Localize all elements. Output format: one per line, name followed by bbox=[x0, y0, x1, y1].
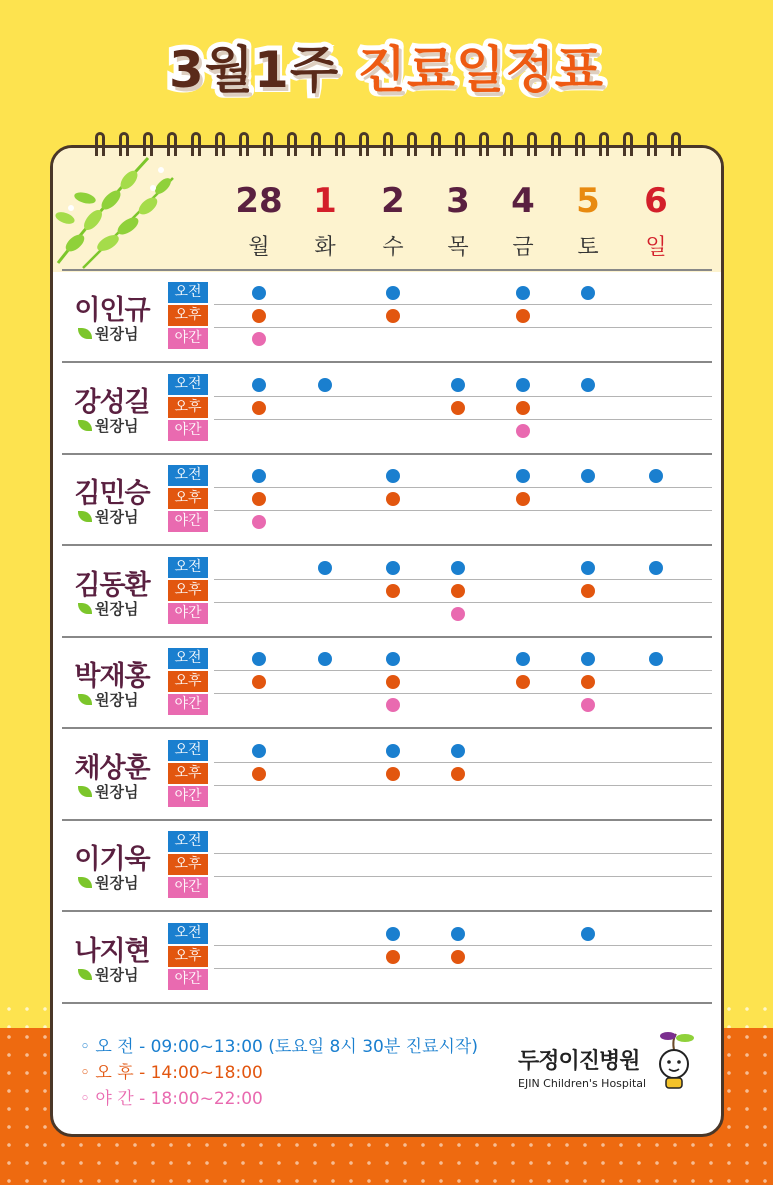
schedule-dot-am bbox=[581, 378, 595, 392]
binder-ring bbox=[119, 132, 129, 156]
slot-tag-am: 오전 bbox=[168, 465, 208, 486]
binder-ring bbox=[431, 132, 441, 156]
legend-pm bbox=[80, 1058, 263, 1083]
doctor-title bbox=[78, 781, 138, 802]
doctor-title-text: 원장님 bbox=[95, 691, 139, 709]
binder-ring bbox=[383, 132, 393, 156]
doctor-title-text: 원장님 bbox=[95, 782, 139, 801]
doctor-divider bbox=[62, 361, 712, 363]
schedule-dot-pm bbox=[451, 584, 465, 598]
slot-tag-am: 오전 bbox=[168, 557, 208, 578]
slot-line bbox=[214, 602, 712, 603]
binder-ring bbox=[335, 132, 345, 156]
binder-rings bbox=[95, 132, 685, 164]
slot-line bbox=[214, 968, 712, 969]
leaf-icon bbox=[78, 969, 92, 980]
schedule-dot-am bbox=[451, 378, 465, 392]
schedule-dot-pm bbox=[386, 309, 400, 323]
schedule-dot-pm bbox=[451, 401, 465, 415]
schedule-dot-night bbox=[451, 607, 465, 621]
doctor-name: 이기욱 bbox=[74, 844, 150, 875]
schedule-dot-am bbox=[581, 469, 595, 483]
hospital-english-name: EJIN Children's Hospital bbox=[518, 1077, 647, 1090]
binder-ring bbox=[167, 132, 177, 156]
slot-tag-night: 야간 bbox=[168, 420, 208, 441]
schedule-dot-night bbox=[252, 332, 266, 346]
schedule-dot-am bbox=[451, 561, 465, 575]
slot-tag-am: 오전 bbox=[168, 282, 208, 303]
doctor-name: 나지현 bbox=[74, 935, 150, 967]
slot-tag-night: 야간 bbox=[168, 694, 208, 715]
slot-tag-pm: 오후 bbox=[168, 488, 208, 509]
slot-tag-am: 오전 bbox=[168, 374, 208, 395]
schedule-dot-am bbox=[581, 286, 595, 300]
slot-line bbox=[214, 327, 712, 328]
doctor-name: 채상훈 bbox=[74, 752, 150, 784]
day-name: 화 bbox=[314, 235, 336, 260]
legend-am-text: ◦ 오 전 - 09:00~13:00 (토요일 8시 30분 진료시작) bbox=[80, 1037, 478, 1057]
day-number: 6 bbox=[644, 181, 668, 221]
day-name: 수 bbox=[382, 235, 404, 260]
binder-ring bbox=[647, 132, 657, 156]
schedule-dot-pm bbox=[252, 492, 266, 506]
slot-tag-night: 야간 bbox=[168, 603, 208, 624]
schedule-dot-pm bbox=[386, 492, 400, 506]
day-name: 일 bbox=[645, 235, 667, 260]
schedule-dot-night bbox=[516, 424, 530, 438]
slot-line bbox=[214, 693, 712, 694]
schedule-dot-am bbox=[252, 378, 266, 392]
slot-tag-night: 야간 bbox=[168, 786, 208, 807]
slot-line bbox=[214, 304, 712, 305]
slot-line bbox=[214, 876, 712, 877]
doctor-title-text: 원장님 bbox=[95, 599, 139, 618]
binder-ring bbox=[575, 132, 585, 156]
schedule-dot-am bbox=[386, 744, 400, 758]
slot-tag-night: 야간 bbox=[168, 328, 208, 349]
binder-ring bbox=[671, 132, 681, 156]
schedule-dot-am bbox=[516, 378, 530, 392]
schedule-dot-pm bbox=[516, 309, 530, 323]
doctor-name: 강성길 bbox=[74, 386, 150, 418]
slot-line bbox=[214, 419, 712, 420]
schedule-dot-am bbox=[581, 652, 595, 666]
schedule-dot-am bbox=[581, 927, 595, 941]
slot-line bbox=[214, 487, 712, 488]
schedule-dot-am bbox=[516, 469, 530, 483]
schedule-dot-pm bbox=[516, 675, 530, 689]
legend-pm-text: ◦ 오 후 - 14:00~18:00 bbox=[80, 1063, 263, 1083]
doctor-title bbox=[78, 689, 138, 710]
leaf-icon bbox=[78, 786, 92, 797]
day-name: 금 bbox=[512, 235, 534, 260]
slot-tag-pm: 오후 bbox=[168, 854, 208, 875]
day-number: 5 bbox=[576, 181, 600, 221]
hospital-name: 두정이진병원 bbox=[518, 1049, 640, 1074]
schedule-dot-am bbox=[252, 286, 266, 300]
slot-tag-night: 야간 bbox=[168, 511, 208, 532]
schedule-dot-pm bbox=[252, 309, 266, 323]
binder-ring bbox=[143, 132, 153, 156]
slot-tag-am: 오전 bbox=[168, 831, 208, 852]
binder-ring bbox=[623, 132, 633, 156]
day-number: 28 bbox=[235, 181, 283, 221]
schedule-dot-am bbox=[386, 286, 400, 300]
binder-ring bbox=[287, 132, 297, 156]
title-schedule: 진료일정표 bbox=[357, 41, 605, 99]
leaf-icon bbox=[78, 877, 92, 888]
binder-ring bbox=[311, 132, 321, 156]
doctor-divider bbox=[62, 819, 712, 821]
binder-ring bbox=[239, 132, 249, 156]
schedule-dot-pm bbox=[252, 767, 266, 781]
hospital-mascot-icon bbox=[652, 1030, 698, 1090]
schedule-dot-pm bbox=[581, 675, 595, 689]
slot-line bbox=[214, 945, 712, 946]
doctor-title bbox=[78, 506, 138, 527]
slot-tag-pm: 오후 bbox=[168, 580, 208, 601]
slot-tag-am: 오전 bbox=[168, 648, 208, 669]
day-number: 1 bbox=[313, 181, 337, 221]
schedule-dot-night bbox=[386, 698, 400, 712]
slot-line bbox=[214, 510, 712, 511]
schedule-dot-am bbox=[649, 652, 663, 666]
schedule-dot-am bbox=[318, 652, 332, 666]
slot-tag-am: 오전 bbox=[168, 740, 208, 761]
doctor-title bbox=[78, 598, 138, 619]
leaf-decoration-icon bbox=[53, 148, 183, 273]
leaf-icon bbox=[78, 328, 92, 339]
legend-night-text: ◦ 야 간 - 18:00~22:00 bbox=[80, 1089, 263, 1109]
doctor-divider bbox=[62, 544, 712, 546]
doctor-name: 김동환 bbox=[74, 569, 150, 601]
doctor-divider bbox=[62, 910, 712, 912]
page-title bbox=[0, 30, 773, 102]
schedule-dot-pm bbox=[386, 675, 400, 689]
slot-tag-night: 야간 bbox=[168, 969, 208, 990]
schedule-dot-am bbox=[649, 469, 663, 483]
day-name: 토 bbox=[577, 235, 599, 260]
slot-line bbox=[214, 396, 712, 397]
binder-ring bbox=[599, 132, 609, 156]
slot-tag-pm: 오후 bbox=[168, 671, 208, 692]
binder-ring bbox=[551, 132, 561, 156]
schedule-dot-pm bbox=[451, 767, 465, 781]
legend-am bbox=[80, 1032, 478, 1057]
doctor-title-text: 원장님 bbox=[95, 508, 139, 526]
schedule-dot-am bbox=[252, 744, 266, 758]
binder-ring bbox=[407, 132, 417, 156]
schedule-dot-am bbox=[386, 652, 400, 666]
schedule-dot-pm bbox=[252, 675, 266, 689]
schedule-dot-pm bbox=[386, 584, 400, 598]
doctor-title bbox=[78, 415, 138, 436]
schedule-dot-night bbox=[252, 515, 266, 529]
day-number: 2 bbox=[381, 181, 405, 221]
schedule-dot-am bbox=[318, 378, 332, 392]
slot-tag-pm: 오후 bbox=[168, 397, 208, 418]
schedule-dot-am bbox=[516, 652, 530, 666]
schedule-dot-am bbox=[252, 652, 266, 666]
schedule-dot-am bbox=[252, 469, 266, 483]
schedule-dot-am bbox=[318, 561, 332, 575]
leaf-icon bbox=[78, 511, 92, 522]
schedule-dot-am bbox=[386, 561, 400, 575]
schedule-dot-am bbox=[581, 561, 595, 575]
schedule-dot-pm bbox=[386, 767, 400, 781]
schedule-dot-am bbox=[649, 561, 663, 575]
binder-ring bbox=[527, 132, 537, 156]
doctor-divider bbox=[62, 727, 712, 729]
day-name: 목 bbox=[447, 235, 469, 260]
binder-ring bbox=[359, 132, 369, 156]
binder-ring bbox=[503, 132, 513, 156]
schedule-dot-night bbox=[581, 698, 595, 712]
leaf-icon bbox=[78, 420, 92, 431]
schedule-dot-am bbox=[451, 927, 465, 941]
binder-ring bbox=[479, 132, 489, 156]
slot-tag-night: 야간 bbox=[168, 877, 208, 898]
day-number: 3 bbox=[446, 181, 470, 221]
slot-tag-pm: 오후 bbox=[168, 763, 208, 784]
slot-line bbox=[214, 579, 712, 580]
doctor-divider bbox=[62, 636, 712, 638]
schedule-dot-am bbox=[386, 927, 400, 941]
binder-ring bbox=[191, 132, 201, 156]
doctor-title-text: 원장님 bbox=[95, 874, 139, 892]
binder-ring bbox=[95, 132, 105, 156]
slot-line bbox=[214, 762, 712, 763]
slot-tag-pm: 오후 bbox=[168, 305, 208, 326]
doctor-name: 김민승 bbox=[74, 478, 150, 509]
schedule-dot-pm bbox=[581, 584, 595, 598]
doctor-name: 이인규 bbox=[74, 295, 150, 326]
title-week: 3월1주 bbox=[168, 41, 340, 99]
doctor-title-text: 원장님 bbox=[95, 416, 139, 435]
schedule-dot-am bbox=[386, 469, 400, 483]
schedule-dot-pm bbox=[451, 950, 465, 964]
schedule-dot-am bbox=[516, 286, 530, 300]
doctor-name: 박재홍 bbox=[74, 661, 150, 692]
leaf-icon bbox=[78, 603, 92, 614]
slot-line bbox=[214, 785, 712, 786]
doctor-title bbox=[78, 964, 138, 985]
slot-tag-pm: 오후 bbox=[168, 946, 208, 967]
slot-line bbox=[214, 670, 712, 671]
doctor-divider bbox=[62, 453, 712, 455]
doctor-title bbox=[78, 872, 138, 893]
binder-ring bbox=[215, 132, 225, 156]
schedule-dot-pm bbox=[516, 492, 530, 506]
schedule-dot-am bbox=[451, 744, 465, 758]
doctor-title-text: 원장님 bbox=[95, 965, 139, 984]
header-divider bbox=[62, 269, 712, 271]
day-name: 월 bbox=[248, 235, 270, 260]
legend-night bbox=[80, 1084, 263, 1109]
doctor-title bbox=[78, 323, 138, 344]
doctor-divider bbox=[62, 1002, 712, 1004]
binder-ring bbox=[263, 132, 273, 156]
slot-tag-am: 오전 bbox=[168, 923, 208, 944]
schedule-dot-pm bbox=[516, 401, 530, 415]
schedule-dot-pm bbox=[252, 401, 266, 415]
day-number: 4 bbox=[511, 181, 535, 221]
slot-line bbox=[214, 853, 712, 854]
leaf-icon bbox=[78, 694, 92, 705]
binder-ring bbox=[455, 132, 465, 156]
doctor-title-text: 원장님 bbox=[95, 325, 139, 343]
schedule-dot-pm bbox=[386, 950, 400, 964]
